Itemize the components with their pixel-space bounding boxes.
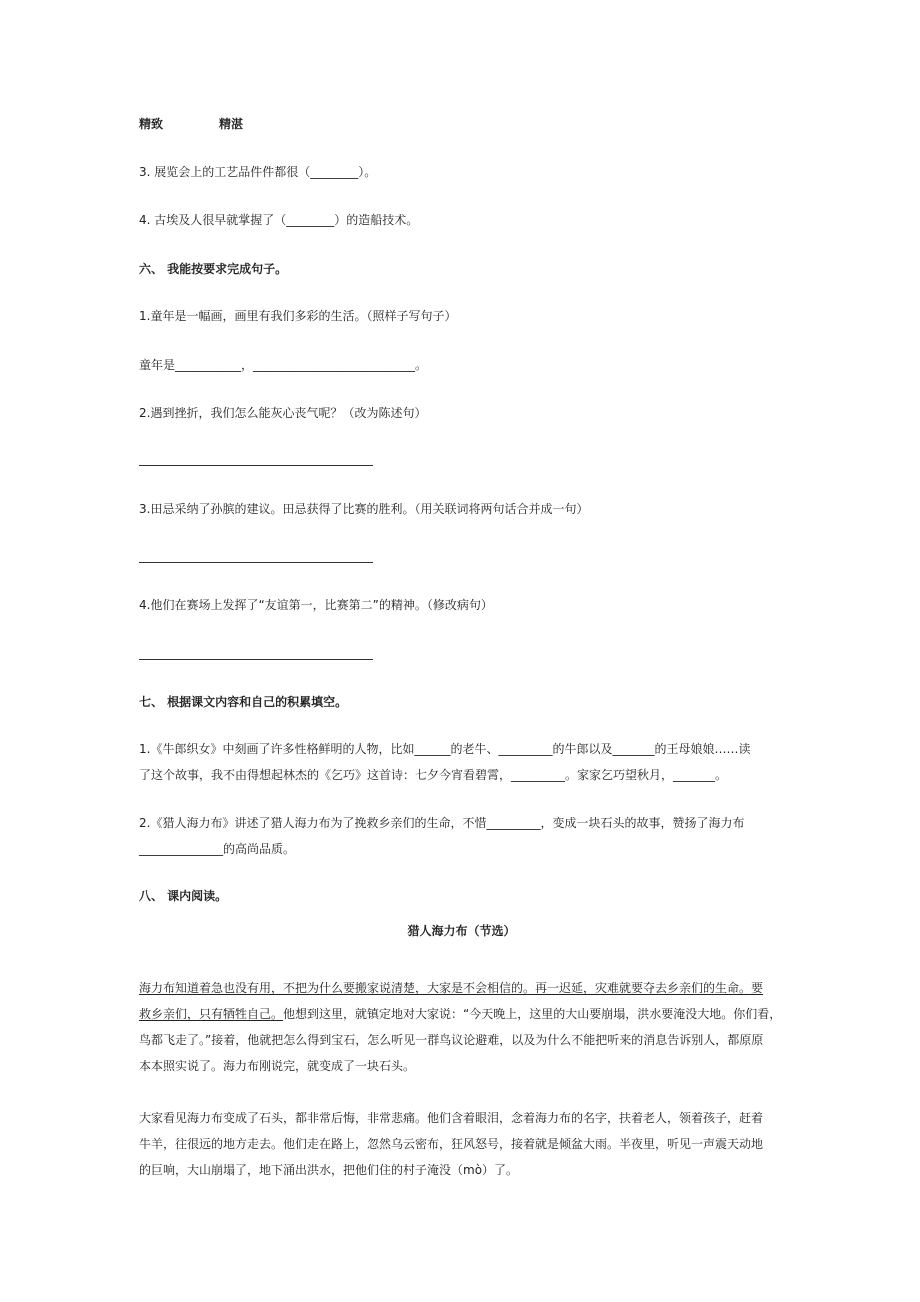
passage-p2-line-1: 大家看见海力布变成了石头，都非常后悔，非常悲痛。他们含着眼泪，念着海力布的名字，扶着老人，领着孩子，赶着: [139, 1111, 764, 1125]
question-6-4: 4.他们在赛场上发挥了“友谊第一，比赛第二”的精神。（修改病句）: [139, 598, 493, 612]
passage-p1-line-2-underlined: 救乡亲们，只有牺牲自己。: [139, 1007, 284, 1021]
word-options: [139, 116, 243, 132]
question-7-1-line-2: 了这个故事，我不由得想起林杰的《乞巧》这首诗：七夕今宵看碧霄，_________。家家乞巧望秋月，_______。: [139, 768, 728, 782]
word-option-2: 精湛: [219, 117, 244, 131]
question-5-4: 4. 古埃及人很早就掌握了（________）的造船技术。: [139, 213, 419, 227]
passage-paragraph-1: [139, 975, 784, 1079]
question-7-1: [139, 736, 784, 788]
question-6-1: 1.童年是一幅画，画里有我们多彩的生活。（照样子写句子）: [139, 309, 457, 323]
section-8-heading: 八、 课内阅读。: [139, 889, 228, 903]
section-6-heading: 六、 我能按要求完成句子。: [139, 262, 288, 276]
passage-p1-line-1: 海力布知道着急也没有用，不把为什么要搬家说清楚，大家是不会相信的。再一迟延，灾难就要夺去乡亲们的生命。要: [139, 981, 764, 995]
answer-line-6-3[interactable]: [139, 562, 373, 563]
passage-paragraph-2: [139, 1105, 784, 1183]
passage-p1-line-2-rest: 他想到这里，就镇定地对大家说：“今天晚上，这里的大山要崩塌，洪水要淹没大地。你们看，: [283, 1007, 782, 1021]
question-7-2-line-2: ______________的高尚品质。: [139, 842, 296, 856]
passage-p2-line-3: 的巨响，大山崩塌了，地下涌出洪水，把他们住的村子淹没（mò）了。: [139, 1163, 519, 1177]
answer-line-6-4[interactable]: [139, 659, 373, 660]
passage-p2-line-2: 牛羊，往很远的地方走去。他们走在路上，忽然乌云密布，狂风怒号，接着就是倾盆大雨。半夜里，听见一声震天动地: [139, 1137, 764, 1151]
passage-title: 猎人海力布（节选）: [407, 924, 516, 938]
answer-line-6-2[interactable]: [139, 465, 373, 466]
question-6-3: 3.田忌采纳了孙膑的建议。田忌获得了比赛的胜利。（用关联词将两句话合并成一句）: [139, 502, 589, 516]
section-7-heading: 七、 根据课文内容和自己的积累填空。: [139, 695, 348, 709]
question-6-2: 2.遇到挫折，我们怎么能灰心丧气呢？（改为陈述句）: [139, 406, 427, 420]
question-7-2: [139, 810, 784, 862]
word-option-1: 精致: [139, 117, 164, 131]
question-7-1-line-1: 1.《牛郎织女》中刻画了许多性格鲜明的人物，比如______的老牛、_________的牛郎以及_______的王母娘娘……读: [139, 742, 751, 756]
question-5-3: 3. 展览会上的工艺品件件都很（________）。: [139, 165, 377, 179]
question-6-1-answer[interactable]: 童年是___________，___________________________。: [139, 358, 428, 372]
passage-p1-line-4: 本本照实说了。海力布刚说完，就变成了一块石头。: [139, 1059, 416, 1073]
question-7-2-line-1: 2.《猎人海力布》讲述了猎人海力布为了挽救乡亲们的生命，不惜_________，变成一块石头的故事，赞扬了海力布: [139, 816, 745, 830]
passage-p1-line-3: 鸟都飞走了。”接着，他就把怎么得到宝石，怎么听见一群鸟议论避难，以及为什么不能把听来的消息告诉别人，都原原: [139, 1033, 764, 1047]
